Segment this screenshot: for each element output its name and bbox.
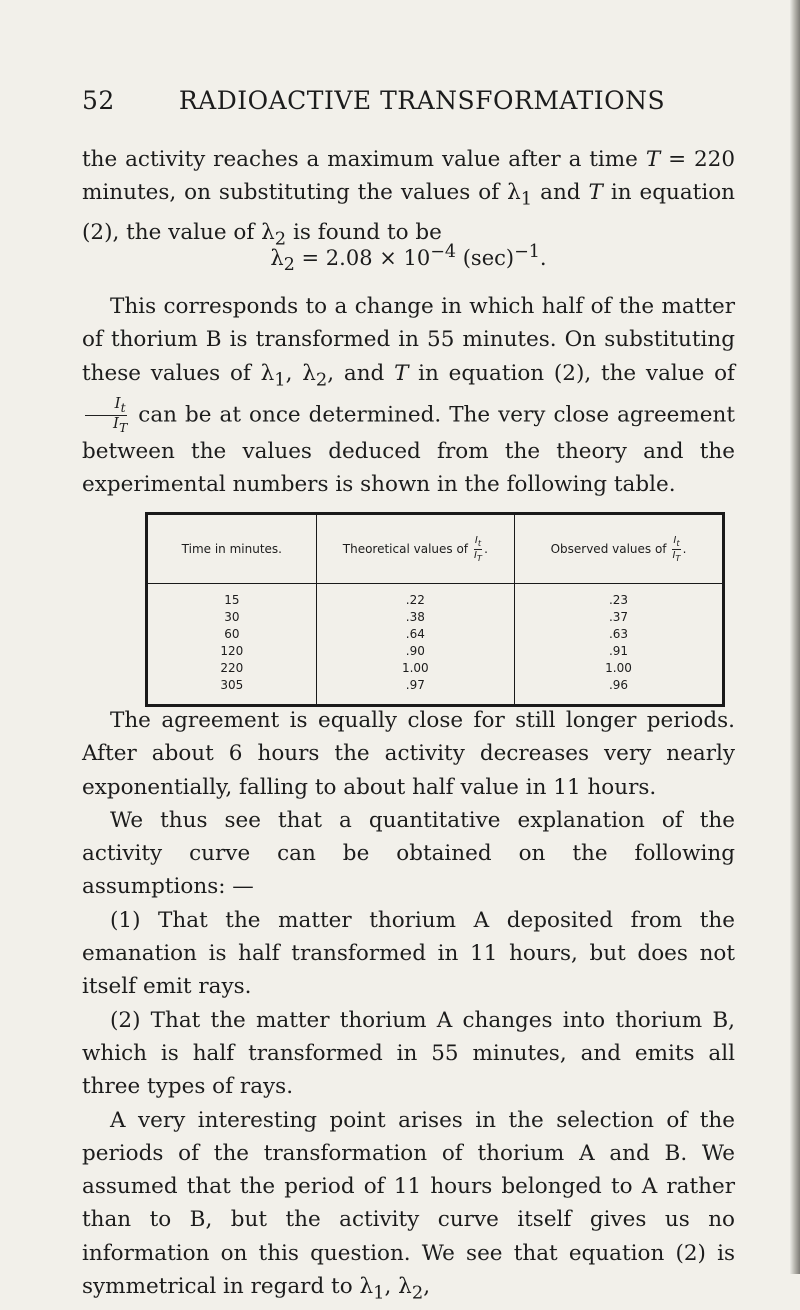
frac-den: I xyxy=(113,414,119,433)
paragraph-4: We thus see that a quantitative explanation of the activity curve can be obtained on the following assumptions: — xyxy=(82,807,735,900)
header-end: . xyxy=(484,541,488,556)
table-cell: 1.00 xyxy=(401,661,429,675)
paragraph-2 xyxy=(82,290,735,502)
table-cell: .90 xyxy=(405,644,425,658)
eq-rhs: = 2.08 × 10 xyxy=(294,246,431,270)
frac-den-sub: T xyxy=(675,552,681,563)
table-cell: .23 xyxy=(608,593,629,607)
frac-den: I xyxy=(672,549,676,561)
p2-tail: can be at once determined. The very close agreement between the values deduced from the theory and the experimental numbers is shown in the following table. xyxy=(82,402,735,498)
p1-t-value: = 220 xyxy=(668,147,736,172)
paragraph-6: (2) That the matter thorium A changes into thorium B, which is half transformed in 55 minutes, and emits all three types of rays. xyxy=(82,1007,735,1100)
table-cell: 120 xyxy=(220,644,244,658)
table-cell: .91 xyxy=(608,644,629,658)
frac-num: I xyxy=(114,394,121,413)
eq-exp2: −1 xyxy=(514,242,540,262)
page-edge-shadow xyxy=(790,0,800,1274)
equation-lambda2 xyxy=(82,242,735,275)
paragraph-3: The agreement is equally close for still longer periods. After about 6 hours the activity decreases very nearly exponentially, falling to about half value in 11 hours. xyxy=(82,708,735,800)
header-end: . xyxy=(682,541,687,556)
subscript: 2 xyxy=(411,1282,424,1304)
frac-num: I xyxy=(474,534,478,546)
p1-line3-post: is found to be xyxy=(286,219,442,245)
symbol-T: T xyxy=(645,147,661,172)
subscript: 1 xyxy=(274,368,286,390)
column-time xyxy=(147,584,317,706)
header-fraction xyxy=(474,535,482,564)
fraction-It-over-IT xyxy=(85,396,127,435)
symbol-T: T xyxy=(394,360,409,386)
col-header-time: Time in minutes. xyxy=(147,514,317,584)
table-header-row xyxy=(147,514,724,584)
table-cell: .38 xyxy=(405,610,425,624)
activity-table xyxy=(145,512,725,707)
p1-line2-post: in equation xyxy=(602,180,735,206)
table-body-row xyxy=(147,584,724,706)
frac-num: I xyxy=(673,534,677,546)
p1-line2-mid: and xyxy=(532,180,589,206)
p7-text: A very interesting point arises in the selection of the periods of the transformation of thorium A and B. We assumed that the period of 11 hours belonged to A rather than to B, but the activity curve itself gives us no information on this question. We see that equation (2) is symmetrical in regard to λ xyxy=(82,1107,735,1300)
subscript: 1 xyxy=(373,1282,385,1304)
p7-sep: , λ xyxy=(384,1274,412,1300)
paragraph-5: (1) That the matter thorium A deposited from the emanation is half transformed in 11 hours, but does not itself emit rays. xyxy=(82,907,735,1000)
eq-end: . xyxy=(539,246,547,270)
table-cell: .64 xyxy=(405,627,425,641)
table-cell: 305 xyxy=(220,678,244,692)
eq-lhs: λ xyxy=(270,246,284,270)
table-cell: 60 xyxy=(224,627,240,641)
frac-num-sub: t xyxy=(676,537,680,548)
table-cell: .97 xyxy=(405,678,425,692)
header-fraction xyxy=(672,535,680,564)
eq-exp1: −4 xyxy=(430,242,457,262)
subscript: 2 xyxy=(315,368,328,390)
body-after-table xyxy=(82,704,735,1310)
header-observed-text: Observed values of xyxy=(550,541,667,556)
col-header-theoretical xyxy=(316,514,514,584)
table-cell: 30 xyxy=(224,610,240,624)
table-cell: .96 xyxy=(608,678,629,692)
table-cell: .63 xyxy=(608,627,629,641)
col-header-observed xyxy=(515,514,724,584)
p1-line3-pre: (2), the value of λ xyxy=(82,219,275,245)
header-theoretical-text: Theoretical values of xyxy=(342,541,469,556)
table-cell: .37 xyxy=(608,610,629,624)
subscript: 2 xyxy=(274,228,287,250)
column-theoretical xyxy=(316,584,514,706)
p1-line1: the activity reaches a maximum value after a time xyxy=(82,147,638,172)
p2-sep: , λ xyxy=(285,360,316,386)
frac-den: I xyxy=(473,549,477,561)
symbol-T: T xyxy=(588,180,603,206)
frac-den-sub: T xyxy=(118,420,128,436)
p2-mid: , and xyxy=(327,360,395,386)
eq-unit: (sec) xyxy=(456,246,515,270)
frac-num-sub: t xyxy=(477,537,482,548)
p2-text-1: This corresponds to a change in which half of the matter of thorium B is transformed in 55 minutes. On substituting these values of λ xyxy=(82,294,735,386)
table-cell: .22 xyxy=(405,593,425,607)
p7-end: , xyxy=(423,1274,431,1300)
p2-post: in equation (2), the value of xyxy=(408,360,735,386)
paragraph-7 xyxy=(82,1104,735,1310)
p1-line2-pre: minutes, on substituting the values of λ xyxy=(82,180,521,206)
subscript: 1 xyxy=(520,188,533,210)
table-cell: 220 xyxy=(220,661,244,675)
running-header xyxy=(82,86,722,120)
table-cell: 1.00 xyxy=(605,661,632,675)
frac-den-sub: T xyxy=(476,552,482,563)
page-number: 52 xyxy=(82,86,115,115)
eq-lhs-sub: 2 xyxy=(283,255,295,276)
table-cell: 15 xyxy=(224,593,240,607)
frac-num-sub: t xyxy=(120,400,126,416)
paragraph-1 xyxy=(82,143,735,255)
running-title: RADIOACTIVE TRANSFORMATIONS xyxy=(178,86,666,115)
column-observed xyxy=(515,584,724,706)
